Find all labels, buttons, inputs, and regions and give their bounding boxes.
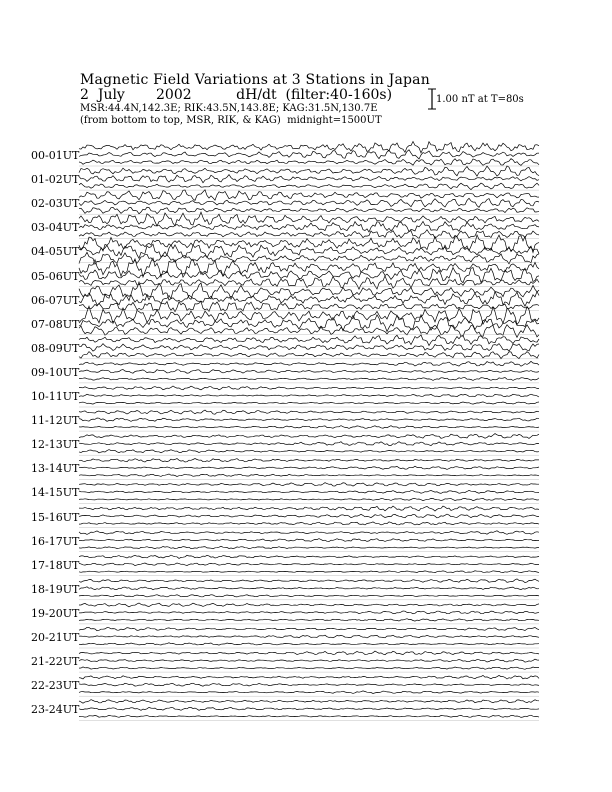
trace-msr <box>79 352 539 359</box>
trace-kag <box>79 675 539 679</box>
trace-rik <box>79 707 539 710</box>
trace-kag <box>79 603 539 607</box>
trace-rik <box>79 611 539 614</box>
trace-msr <box>79 230 539 239</box>
trace-msr <box>79 207 539 214</box>
trace-msr <box>79 159 539 166</box>
trace-rik <box>79 635 539 638</box>
trace-rik <box>79 221 539 232</box>
date-day: 2 <box>80 87 89 103</box>
trace-rik <box>79 683 539 686</box>
trace-rik <box>79 370 539 374</box>
trace-msr <box>79 595 539 597</box>
hour-label: 04-05UT <box>31 245 80 259</box>
trace-rik <box>79 394 539 397</box>
trace-kag <box>79 627 539 630</box>
trace-kag <box>79 386 539 390</box>
trace-msr <box>79 571 539 573</box>
trace-kag <box>79 166 539 176</box>
hour-label: 05-06UT <box>31 269 80 283</box>
trace-rik <box>79 315 539 332</box>
hour-label: 23-24UT <box>31 703 80 717</box>
trace-kag <box>79 410 539 414</box>
quantity-label: dH/dt <box>236 87 277 103</box>
trace-rik <box>79 659 539 662</box>
hour-label: 20-21UT <box>31 631 80 644</box>
trace-kag <box>79 579 539 583</box>
trace-msr <box>79 643 539 645</box>
trace-msr <box>79 276 539 289</box>
date-month: July <box>97 87 125 103</box>
trace-rik <box>79 514 539 518</box>
trace-msr <box>79 715 539 717</box>
trace-msr <box>79 522 539 525</box>
hour-label: 08-09UT <box>31 341 80 355</box>
trace-rik <box>79 198 539 207</box>
hour-label: 01-02UT <box>31 173 80 187</box>
hour-label: 02-03UT <box>31 197 80 211</box>
trace-msr <box>79 325 539 338</box>
hour-label: 00-01UT <box>31 149 80 162</box>
hour-label: 07-08UT <box>31 317 80 331</box>
trace-msr <box>79 450 539 453</box>
trace-kag <box>79 459 539 463</box>
trace-msr <box>79 426 539 429</box>
hour-label: 16-17UT <box>31 534 80 548</box>
midnight-note: midnight=1500UT <box>287 115 382 126</box>
order-note: (from bottom to top, MSR, RIK, & KAG) <box>80 115 281 126</box>
stations-line: MSR:44.4N,142.3E; RIK:43.5N,143.8E; KAG:31.5N,130.7E <box>80 103 378 114</box>
trace-kag <box>79 506 539 511</box>
hour-label: 21-22UT <box>31 655 80 669</box>
trace-kag <box>79 142 539 153</box>
trace-msr <box>79 183 539 190</box>
trace-kag <box>79 361 539 366</box>
hour-label: 17-18UT <box>31 558 80 572</box>
trace-rik <box>79 563 539 566</box>
trace-rik <box>79 490 539 493</box>
trace-msr <box>79 619 539 621</box>
trace-msr <box>79 667 539 669</box>
trace-msr <box>79 498 539 500</box>
hour-label: 19-20UT <box>31 606 80 620</box>
trace-kag <box>79 483 539 486</box>
trace-kag <box>79 282 539 301</box>
hour-label: 09-10UT <box>31 365 80 379</box>
trace-msr <box>79 402 539 404</box>
hour-label: 15-16UT <box>31 510 80 524</box>
trace-rik <box>79 442 539 446</box>
trace-kag <box>79 335 539 346</box>
trace-msr <box>79 301 539 311</box>
hour-label: 12-13UT <box>31 438 80 452</box>
trace-kag <box>79 555 539 558</box>
hour-label: 06-07UT <box>31 293 80 307</box>
trace-msr <box>79 546 539 548</box>
hour-label: 10-11UT <box>31 390 80 403</box>
trace-kag <box>79 700 539 704</box>
hour-label: 14-15UT <box>31 486 80 500</box>
trace-msr <box>79 691 539 694</box>
date-year: 2002 <box>156 87 192 103</box>
trace-rik <box>79 418 539 421</box>
trace-rik <box>79 344 539 352</box>
trace-rik <box>79 150 539 159</box>
trace-msr <box>79 474 539 477</box>
trace-kag <box>79 651 539 655</box>
trace-rik <box>79 539 539 542</box>
chart-title: Magnetic Field Variations at 3 Stations in Japan <box>80 72 430 88</box>
trace-rik <box>79 466 539 469</box>
hour-label: 03-04UT <box>31 221 80 235</box>
hour-label: 22-23UT <box>31 679 80 693</box>
trace-kag <box>79 190 539 201</box>
filter-label: (filter:40-160s) <box>285 87 393 103</box>
hour-label: 11-12UT <box>31 414 80 428</box>
scale-label: 1.00 nT at T=80s <box>436 94 524 105</box>
hour-label: 13-14UT <box>31 462 80 476</box>
trace-rik <box>79 175 539 183</box>
trace-rik <box>79 587 539 590</box>
trace-kag <box>79 306 539 324</box>
hour-label: 18-19UT <box>31 582 80 596</box>
trace-msr <box>79 378 539 381</box>
trace-kag <box>79 531 539 535</box>
trace-kag <box>79 434 539 439</box>
